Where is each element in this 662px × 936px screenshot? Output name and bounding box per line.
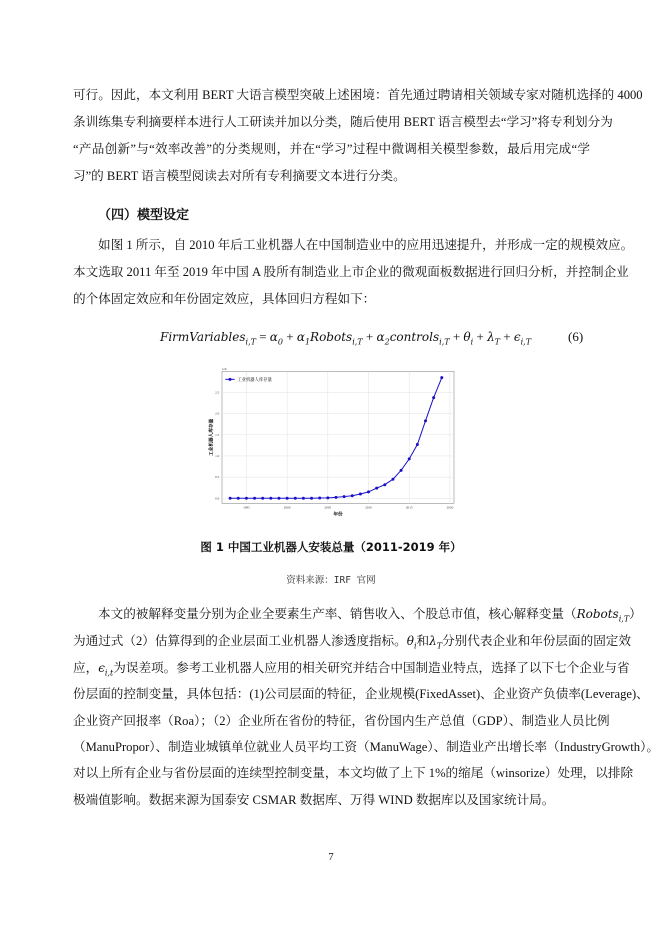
math-symbol [576, 607, 630, 624]
text-run: 为通过式（2）估算得到的企业层面工业机器人渗透度指标。 [73, 634, 407, 648]
math-subscript: i,T [618, 614, 630, 624]
text-line [73, 792, 590, 808]
figure-caption: 图 1 中国工业机器人安装总量（2011-2019 年） [200, 540, 462, 554]
math-base: α [296, 330, 305, 344]
math-symbol [98, 661, 114, 678]
plot-area [222, 371, 454, 503]
x-tick-label: 2000 [283, 505, 291, 510]
text-run: + [473, 329, 488, 344]
robot-stock-chart [200, 360, 470, 520]
data-point [261, 497, 264, 500]
math-subscript: 2 [384, 337, 390, 347]
text-run: “产品创新”与“效率改善”的分类规则，并在“学习”过程中微调相关模型参数，最后用完成“学 [73, 142, 590, 156]
data-point [253, 497, 256, 500]
data-point [432, 396, 435, 399]
math-base: Robots [576, 607, 619, 621]
text-line [73, 87, 643, 103]
y-tick-label: 1.5 [215, 432, 220, 437]
y-tick-label: 0.5 [215, 475, 220, 480]
math-subscript: T [436, 641, 443, 651]
math-base: FirmVariables [160, 330, 246, 344]
text-run: ） [629, 607, 642, 621]
y-tick-label: 0.0 [215, 496, 220, 501]
text-run: 本文的被解释变量分别为企业全要素生产率、销售收入、个股总市值，核心解释变量（ [98, 607, 577, 621]
text-run: 分别代表企业和年份层面的固定效 [442, 634, 631, 648]
text-run: = [255, 329, 270, 344]
data-point [286, 497, 289, 500]
text-run: 本文选取 2011 年至 2019 年中国 A 股所有制造业上市企业的微观面板数据进行回归分析，并控制企业 [73, 265, 629, 279]
text-run: 条训练集专利摘要样本进行人工研读并加以分类，随后使用 BERT 语言模型去“学习”将专利划分为 [73, 115, 613, 129]
math-subscript: T [494, 337, 501, 347]
math-symbol [376, 330, 390, 347]
text-run: 份层面的控制变量，具体包括：(1)公司层面的特征，企业规模(FixedAsset)、企业资产负债率(Leverage)、 [73, 687, 649, 701]
legend-marker [229, 378, 232, 381]
math-symbol [296, 330, 311, 347]
text-line [73, 141, 590, 157]
math-symbol [463, 330, 474, 347]
data-point [391, 478, 394, 481]
data-point [343, 495, 346, 498]
data-point [245, 497, 248, 500]
math-subscript: i [470, 337, 474, 347]
x-tick-label: 1995 [243, 505, 250, 510]
text-run: 可行。因此，本文利用 BERT 大语言模型突破上述困境：首先通过聘请相关领域专家对随机选择的 4000 [73, 88, 643, 102]
data-point [326, 496, 329, 499]
data-point [310, 497, 313, 500]
math-base: θ [406, 634, 414, 648]
math-symbol [160, 330, 256, 347]
figure-source: 资料来源：IRF 官网 [286, 575, 376, 586]
section-heading: （四）模型设定 [98, 208, 190, 223]
equation-number: (6) [568, 329, 584, 344]
regression-equation [160, 329, 531, 346]
data-point [269, 497, 272, 500]
text-line [73, 291, 590, 307]
y-scale-label: 1e6 [222, 367, 227, 371]
math-base: controls [389, 330, 440, 344]
y-axis-label: 工业机器人库存量 [209, 418, 215, 456]
data-point [318, 497, 321, 500]
page-number: 7 [328, 851, 334, 863]
text-run: 为误差项。参考工业机器人应用的相关研究并结合中国制造业特点，选择了以下七个企业与省 [113, 661, 630, 675]
x-tick-label: 2005 [324, 505, 332, 510]
data-point [277, 497, 280, 500]
x-tick-label: 2010 [365, 505, 372, 510]
math-base: α [376, 330, 385, 344]
text-line [73, 686, 649, 702]
text-line [73, 739, 659, 755]
math-base: ϵ [98, 661, 105, 675]
data-point [359, 493, 362, 496]
text-run: 和 [416, 634, 430, 648]
text-line [98, 606, 642, 627]
math-subscript: i,t [104, 668, 114, 678]
math-subscript: 0 [277, 337, 283, 347]
text-run: 习”的 BERT 语言模型阅读去对所有专利摘要文本进行分类。 [73, 169, 406, 183]
y-tick-label: 2.5 [215, 390, 220, 395]
legend-label: 工业机器人库存量 [237, 377, 272, 382]
math-symbol [269, 330, 283, 347]
math-subscript: i,T [352, 337, 363, 347]
data-point [440, 376, 443, 379]
text-line [73, 765, 634, 781]
data-point [383, 483, 386, 486]
math-base: α [269, 330, 278, 344]
math-symbol [487, 330, 501, 347]
math-base: θ [463, 330, 471, 344]
text-line [73, 660, 630, 681]
text-run: 应， [73, 661, 99, 675]
data-point [408, 457, 411, 460]
math-subscript: i,T [439, 337, 450, 347]
math-base: ϵ [513, 330, 521, 344]
text-run: + [500, 329, 514, 344]
x-tick-label: 2015 [405, 505, 413, 510]
text-run: + [449, 329, 464, 344]
data-point [237, 497, 240, 500]
text-line [73, 633, 631, 654]
y-tick-label: 1.0 [215, 453, 220, 458]
math-base: λ [487, 330, 495, 344]
math-subscript: i [413, 641, 417, 651]
math-base: λ [429, 634, 437, 648]
text-line [73, 713, 610, 729]
data-point [424, 419, 427, 422]
math-symbol [513, 330, 532, 347]
math-symbol [310, 330, 363, 347]
text-run: + [283, 329, 297, 344]
x-tick-label: 2020 [446, 505, 454, 510]
math-subscript: i,T [520, 337, 532, 347]
data-point [302, 497, 305, 500]
y-tick-label: 2.0 [215, 411, 220, 416]
math-symbol [406, 634, 417, 651]
math-symbol [429, 634, 443, 651]
text-line [73, 114, 613, 130]
text-line [73, 264, 629, 280]
x-axis-label: 年份 [333, 512, 343, 518]
text-run: 的个体固定效应和年份固定效应，具体回归方程如下： [73, 292, 376, 306]
math-base: Robots [310, 330, 353, 344]
text-run: （ManuPropor）、制造业城镇单位就业人员平均工资（ManuWage）、制造业产出增长率（IndustryGrowth）。 [73, 740, 659, 754]
data-point [334, 496, 337, 499]
math-symbol [389, 330, 450, 347]
text-run: + [362, 329, 377, 344]
data-point [294, 497, 297, 500]
data-point [375, 487, 378, 490]
text-run: 对以上所有企业与省份层面的连续型控制变量，本文均做了上下 1%的缩尾（winsorize）处理，以排除 [73, 766, 634, 780]
text-line [73, 168, 590, 184]
math-subscript: i,T [245, 337, 256, 347]
text-line [98, 237, 634, 253]
text-run: 企业资产回报率（Roa）；（2）企业所在省份的特征，省份国内生产总值（GDP）、制造业人员比例 [73, 714, 610, 728]
data-point [400, 469, 403, 472]
data-point [416, 443, 419, 446]
data-point [351, 494, 354, 497]
data-point [367, 490, 370, 493]
text-run: 如图 1 所示，自 2010 年后工业机器人在中国制造业中的应用迅速提升，并形成一定的规模效应。 [98, 238, 634, 252]
text-run: 极端值影响。数据来源为国泰安 CSMAR 数据库、万得 WIND 数据库以及国家统计局。 [73, 793, 555, 807]
math-subscript: 1 [304, 337, 311, 347]
data-point [229, 497, 232, 500]
